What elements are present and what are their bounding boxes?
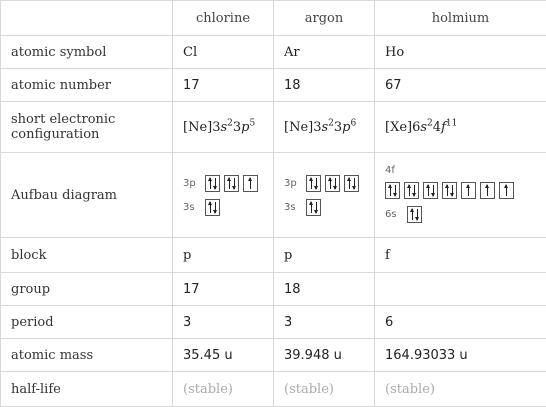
orbital-box-paired bbox=[344, 175, 359, 192]
cell-chlorine-block: p bbox=[173, 238, 274, 273]
spin-down-arrow-icon bbox=[433, 185, 434, 196]
row-label-short-config: short electronic configuration bbox=[1, 102, 173, 153]
column-header-argon: argon bbox=[274, 1, 375, 36]
config-exponent: 6 bbox=[351, 118, 357, 128]
config-shell: 3 bbox=[233, 120, 241, 135]
orbital-box-paired bbox=[442, 182, 457, 199]
orbital-box-paired bbox=[385, 182, 400, 199]
spin-up-arrow-icon bbox=[210, 178, 211, 189]
row-label-atomic-mass: atomic mass bbox=[1, 339, 173, 372]
spin-up-arrow-icon bbox=[412, 209, 413, 220]
spin-up-arrow-icon bbox=[506, 185, 507, 196]
spin-up-arrow-icon bbox=[250, 178, 251, 189]
config-exponent: 2 bbox=[227, 118, 233, 128]
spin-up-arrow-icon bbox=[330, 178, 331, 189]
header-row bbox=[1, 1, 546, 36]
orbital-box-single bbox=[499, 182, 514, 199]
cell-holmium-symbol: Ho bbox=[375, 36, 546, 69]
config-exponent: 5 bbox=[250, 118, 256, 128]
corner-cell bbox=[1, 1, 173, 36]
row-label-atomic-symbol: atomic symbol bbox=[1, 36, 173, 69]
cell-argon-mass: 39.948 u bbox=[274, 339, 375, 372]
spin-up-arrow-icon bbox=[447, 185, 448, 196]
table-row bbox=[1, 102, 546, 153]
orbital-box-paired bbox=[325, 175, 340, 192]
spin-down-arrow-icon bbox=[316, 178, 317, 189]
spin-down-arrow-icon bbox=[417, 209, 418, 220]
config-orbital: f bbox=[441, 120, 446, 135]
spin-up-arrow-icon bbox=[349, 178, 350, 189]
cell-holmium-period: 6 bbox=[375, 306, 546, 339]
spin-down-arrow-icon bbox=[215, 202, 216, 213]
spin-up-arrow-icon bbox=[428, 185, 429, 196]
orbital-box-paired bbox=[306, 199, 321, 216]
orbital-box-paired bbox=[205, 199, 220, 216]
cell-argon-half-life: (stable) bbox=[274, 372, 375, 407]
orbital-label: 3s bbox=[183, 202, 205, 213]
row-label-block: block bbox=[1, 238, 173, 273]
row-label-aufbau: Aufbau diagram bbox=[1, 153, 173, 238]
config-orbital: s bbox=[420, 120, 427, 135]
row-label-group: group bbox=[1, 273, 173, 306]
spin-up-arrow-icon bbox=[229, 178, 230, 189]
row-label-half-life: half-life bbox=[1, 372, 173, 407]
config-exponent: 2 bbox=[328, 118, 334, 128]
table-row bbox=[1, 153, 546, 238]
cell-chlorine-atomic-number: 17 bbox=[173, 69, 274, 102]
orbital-box-paired bbox=[404, 182, 419, 199]
cell-chlorine-aufbau bbox=[173, 153, 274, 238]
orbital-box-single bbox=[461, 182, 476, 199]
spin-down-arrow-icon bbox=[354, 178, 355, 189]
cell-argon-config bbox=[274, 102, 375, 153]
row-label-period: period bbox=[1, 306, 173, 339]
cell-holmium-atomic-number: 67 bbox=[375, 69, 546, 102]
orbital-box-single bbox=[243, 175, 258, 192]
cell-argon-aufbau bbox=[274, 153, 375, 238]
orbital-boxes bbox=[306, 175, 363, 192]
orbital-row-lower bbox=[284, 195, 364, 219]
orbital-row-upper bbox=[284, 171, 364, 195]
orbital-box-paired bbox=[224, 175, 239, 192]
orbital-boxes bbox=[407, 206, 426, 223]
spin-up-arrow-icon bbox=[311, 178, 312, 189]
orbital-row-lower bbox=[385, 202, 536, 226]
table-row bbox=[1, 238, 546, 273]
cell-argon-group: 18 bbox=[274, 273, 375, 306]
spin-down-arrow-icon bbox=[452, 185, 453, 196]
spin-down-arrow-icon bbox=[215, 178, 216, 189]
orbital-boxes bbox=[205, 199, 224, 216]
orbital-row-lower bbox=[183, 195, 263, 219]
cell-chlorine-group: 17 bbox=[173, 273, 274, 306]
spin-down-arrow-icon bbox=[234, 178, 235, 189]
cell-argon-atomic-number: 18 bbox=[274, 69, 375, 102]
cell-holmium-config bbox=[375, 102, 546, 153]
spin-up-arrow-icon bbox=[468, 185, 469, 196]
orbital-row-upper bbox=[385, 178, 536, 202]
table-row bbox=[1, 339, 546, 372]
orbital-box-paired bbox=[205, 175, 220, 192]
spin-up-arrow-icon bbox=[487, 185, 488, 196]
config-core: [Ne]3 bbox=[183, 120, 220, 135]
orbital-label: 4f bbox=[385, 164, 407, 178]
orbital-label: 3s bbox=[284, 202, 306, 213]
orbital-box-paired bbox=[423, 182, 438, 199]
table-row bbox=[1, 306, 546, 339]
table-row bbox=[1, 69, 546, 102]
cell-argon-period: 3 bbox=[274, 306, 375, 339]
config-core: [Xe]6 bbox=[385, 120, 420, 135]
cell-argon-symbol: Ar bbox=[274, 36, 375, 69]
column-header-chlorine: chlorine bbox=[173, 1, 274, 36]
spin-down-arrow-icon bbox=[335, 178, 336, 189]
config-exponent: 2 bbox=[427, 118, 433, 128]
cell-chlorine-config bbox=[173, 102, 274, 153]
config-orbital: p bbox=[342, 120, 350, 135]
orbital-boxes bbox=[205, 175, 262, 192]
cell-holmium-group bbox=[375, 273, 546, 306]
orbital-label: 3p bbox=[183, 178, 205, 189]
row-label-atomic-number: atomic number bbox=[1, 69, 173, 102]
orbital-row-upper bbox=[183, 171, 263, 195]
orbital-box-paired bbox=[306, 175, 321, 192]
cell-holmium-mass: 164.93033 u bbox=[375, 339, 546, 372]
table-row bbox=[1, 372, 546, 407]
config-core: [Ne]3 bbox=[284, 120, 321, 135]
spin-up-arrow-icon bbox=[409, 185, 410, 196]
orbital-label: 3p bbox=[284, 178, 306, 189]
cell-chlorine-symbol: Cl bbox=[173, 36, 274, 69]
cell-chlorine-half-life: (stable) bbox=[173, 372, 274, 407]
cell-holmium-block: f bbox=[375, 238, 546, 273]
config-orbital: p bbox=[241, 120, 249, 135]
spin-up-arrow-icon bbox=[311, 202, 312, 213]
config-shell: 4 bbox=[433, 120, 441, 135]
spin-up-arrow-icon bbox=[210, 202, 211, 213]
orbital-box-paired bbox=[407, 206, 422, 223]
orbital-box-single bbox=[480, 182, 495, 199]
spin-down-arrow-icon bbox=[395, 185, 396, 196]
cell-chlorine-period: 3 bbox=[173, 306, 274, 339]
cell-holmium-aufbau bbox=[375, 153, 546, 238]
cell-argon-block: p bbox=[274, 238, 375, 273]
config-exponent: 11 bbox=[446, 118, 457, 128]
config-orbital: s bbox=[321, 120, 328, 135]
spin-down-arrow-icon bbox=[414, 185, 415, 196]
orbital-label: 6s bbox=[385, 209, 407, 220]
config-shell: 3 bbox=[334, 120, 342, 135]
orbital-boxes bbox=[306, 199, 325, 216]
orbital-boxes bbox=[385, 182, 518, 199]
config-orbital: s bbox=[220, 120, 227, 135]
column-header-holmium: holmium bbox=[375, 1, 546, 36]
spin-up-arrow-icon bbox=[390, 185, 391, 196]
table-row bbox=[1, 273, 546, 306]
table-row bbox=[1, 36, 546, 69]
cell-holmium-half-life: (stable) bbox=[375, 372, 546, 407]
cell-chlorine-mass: 35.45 u bbox=[173, 339, 274, 372]
spin-down-arrow-icon bbox=[316, 202, 317, 213]
